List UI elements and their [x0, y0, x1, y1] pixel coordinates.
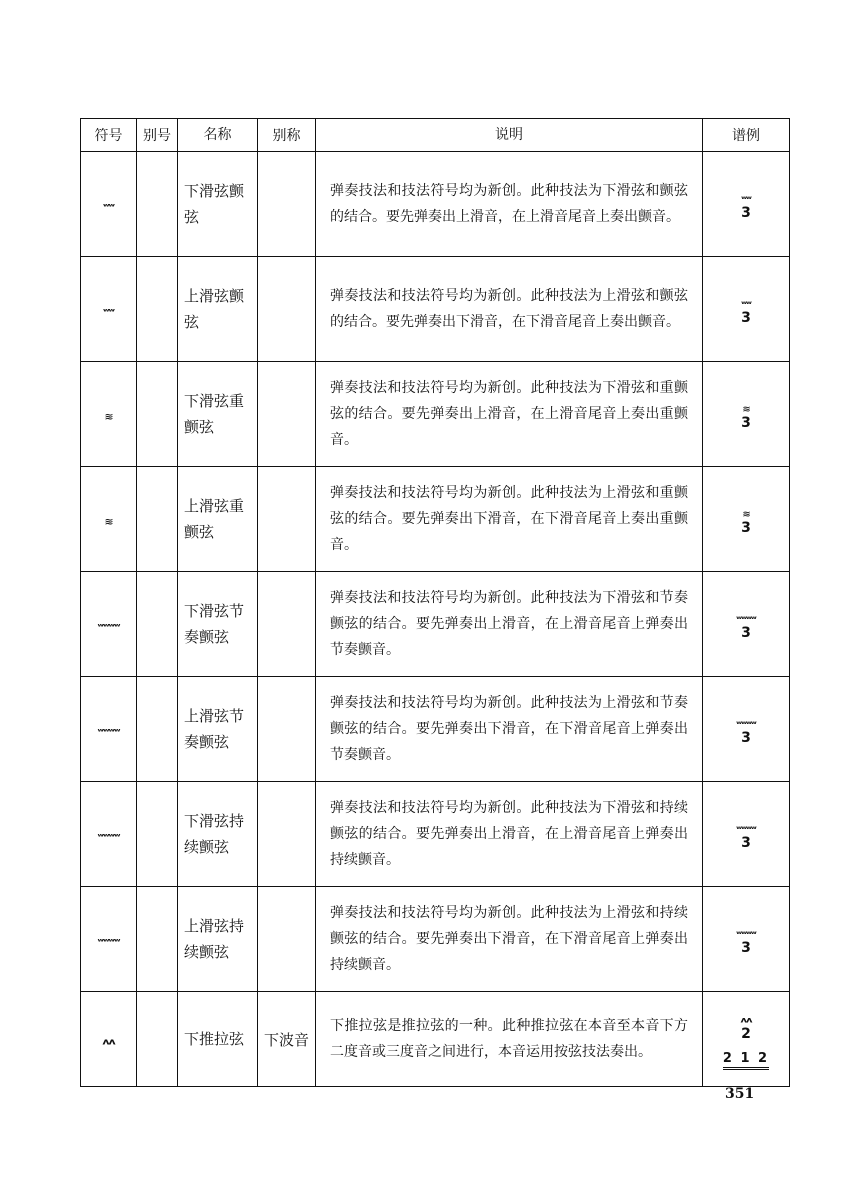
technique-symbol: ʷʷʷʷ: [97, 620, 120, 632]
table-row: [81, 677, 790, 782]
example-symbol: ≋: [742, 510, 750, 519]
table-row: [81, 362, 790, 467]
alias-name: [258, 782, 316, 887]
score-example: [741, 299, 751, 326]
technique-symbol: ʷʷʷʷ: [97, 725, 120, 737]
score-example: [741, 404, 751, 431]
technique-name: 下滑弦颤弦: [178, 152, 258, 257]
table-row: [81, 257, 790, 362]
example-symbol: ʷʷ: [741, 300, 751, 309]
alias-name: [258, 677, 316, 782]
alias-symbol-cell: [137, 782, 178, 887]
alias-name: 下波音: [258, 992, 316, 1087]
alias-symbol-cell: [137, 992, 178, 1087]
alias-symbol-cell: [137, 152, 178, 257]
technique-description: 弹奏技法和技法符号均为新创。此种技法为下滑弦和颤弦的结合。要先弹奏出上滑音，在上滑音尾音上奏出颤音。: [316, 152, 703, 257]
example-note: 3: [741, 310, 751, 326]
technique-symbol: ʷʷʷʷ: [97, 935, 120, 947]
alias-name: [258, 887, 316, 992]
alias-symbol-cell: [137, 257, 178, 362]
notation-table: [80, 118, 790, 1087]
technique-description: 弹奏技法和技法符号均为新创。此种技法为下滑弦和重颤弦的结合。要先弹奏出上滑音，在上滑音尾音上奏出重颤音。: [316, 362, 703, 467]
example-symbol: ʷʷʷʷ: [736, 720, 756, 729]
technique-symbol: ʌʌ: [102, 1035, 115, 1047]
alias-name: [258, 362, 316, 467]
technique-symbol: ʷʷʷʷ: [97, 830, 120, 842]
score-example: [736, 614, 756, 641]
header-example: 谱例: [703, 119, 790, 152]
header-name: 名称: [178, 119, 258, 152]
example-note: 3: [741, 520, 751, 536]
technique-name: 下滑弦持续颤弦: [178, 782, 258, 887]
alias-symbol-cell: [137, 887, 178, 992]
technique-name: 上滑弦重颤弦: [178, 467, 258, 572]
header-description: 说明: [316, 119, 703, 152]
header-row: [81, 119, 790, 152]
technique-description: 弹奏技法和技法符号均为新创。此种技法为上滑弦和节奏颤弦的结合。要先弹奏出下滑音，在下滑音尾音上弹奏出节奏颤音。: [316, 677, 703, 782]
example-symbol: ʷʷʷʷ: [736, 930, 756, 939]
technique-symbol: ʷʷ: [103, 200, 114, 212]
technique-symbol: ʷʷ: [103, 305, 114, 317]
technique-description: 弹奏技法和技法符号均为新创。此种技法为上滑弦和重颤弦的结合。要先弹奏出下滑音，在下滑音尾音上奏出重颤音。: [316, 467, 703, 572]
alias-symbol-cell: [137, 572, 178, 677]
example-note: 2: [741, 1026, 751, 1042]
example-symbol: ʷʷ: [741, 195, 751, 204]
table-row: [81, 782, 790, 887]
table-row: [81, 467, 790, 572]
example-sub-notes: 2 1 2: [723, 1052, 769, 1070]
technique-name: 上滑弦节奏颤弦: [178, 677, 258, 782]
technique-name: 下滑弦重颤弦: [178, 362, 258, 467]
technique-symbol: ≋: [104, 515, 113, 527]
example-symbol: ʌʌ: [740, 1016, 752, 1025]
alias-name: [258, 467, 316, 572]
example-note: 3: [741, 415, 751, 431]
example-note: 3: [741, 730, 751, 746]
table-row: [81, 992, 790, 1087]
example-note: 3: [741, 835, 751, 851]
example-symbol: ʷʷʷʷ: [736, 825, 756, 834]
technique-description: 下推拉弦是推拉弦的一种。此种推拉弦在本音至本音下方二度音或三度音之间进行，本音运用按弦技法奏出。: [316, 992, 703, 1087]
score-example: [741, 509, 751, 536]
technique-name: 上滑弦颤弦: [178, 257, 258, 362]
alias-symbol-cell: [137, 467, 178, 572]
header-symbol: 符号: [81, 119, 137, 152]
technique-name: 下滑弦节奏颤弦: [178, 572, 258, 677]
score-example: [736, 719, 756, 746]
example-note: 3: [741, 940, 751, 956]
example-symbol: ≋: [742, 405, 750, 414]
example-note: 3: [741, 625, 751, 641]
technique-name: 下推拉弦: [178, 992, 258, 1087]
alias-name: [258, 572, 316, 677]
alias-symbol-cell: [137, 362, 178, 467]
table-row: [81, 572, 790, 677]
score-example: [741, 194, 751, 221]
example-symbol: ʷʷʷʷ: [736, 615, 756, 624]
technique-description: 弹奏技法和技法符号均为新创。此种技法为下滑弦和持续颤弦的结合。要先弹奏出上滑音，在上滑音尾音上弹奏出持续颤音。: [316, 782, 703, 887]
technique-description: 弹奏技法和技法符号均为新创。此种技法为上滑弦和颤弦的结合。要先弹奏出下滑音，在下滑音尾音上奏出颤音。: [316, 257, 703, 362]
alias-name: [258, 257, 316, 362]
score-example: [736, 929, 756, 956]
technique-description: 弹奏技法和技法符号均为新创。此种技法为上滑弦和持续颤弦的结合。要先弹奏出下滑音，在下滑音尾音上弹奏出持续颤音。: [316, 887, 703, 992]
table-row: [81, 152, 790, 257]
score-example: [736, 824, 756, 851]
header-alias-name: 别称: [258, 119, 316, 152]
score-example: [723, 1015, 769, 1070]
page-number: 351: [725, 1086, 755, 1102]
table-row: [81, 887, 790, 992]
example-note: 3: [741, 205, 751, 221]
technique-symbol: ≋: [104, 410, 113, 422]
alias-name: [258, 152, 316, 257]
header-alias-symbol: 别号: [137, 119, 178, 152]
technique-name: 上滑弦持续颤弦: [178, 887, 258, 992]
technique-description: 弹奏技法和技法符号均为新创。此种技法为下滑弦和节奏颤弦的结合。要先弹奏出上滑音，在上滑音尾音上弹奏出节奏颤音。: [316, 572, 703, 677]
alias-symbol-cell: [137, 677, 178, 782]
